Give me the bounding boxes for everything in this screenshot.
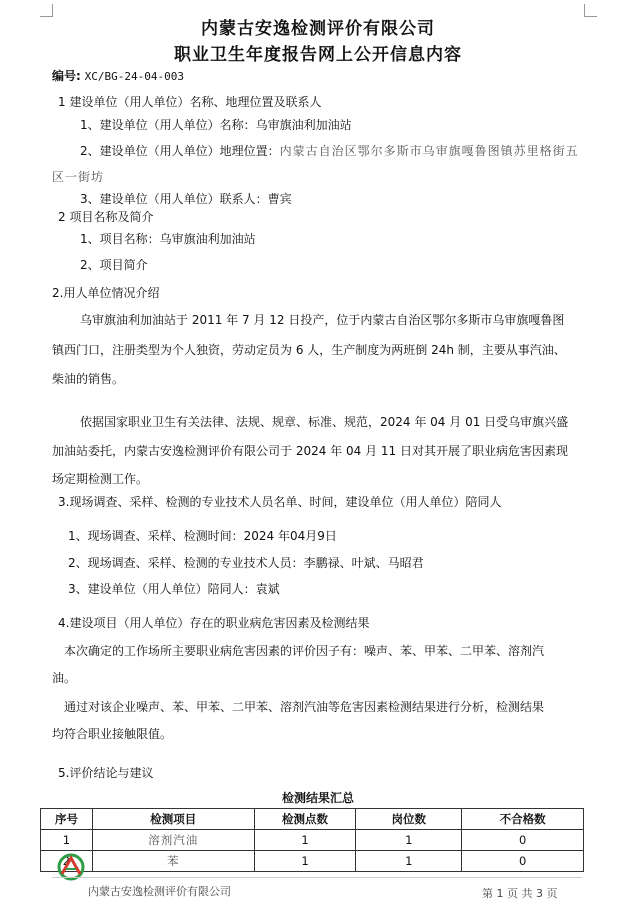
section-2-heading: 2 项目名称及简介: [58, 210, 154, 224]
section-3-heading: 2.用人单位情况介绍: [52, 286, 160, 300]
location-label: 2、建设单位（用人单位）地理位置：: [80, 144, 280, 158]
cell-failures: 0: [462, 830, 584, 851]
cell-posts: 1: [356, 851, 462, 872]
cell-index: 1: [41, 830, 93, 851]
intro-para-1-line-2: 镇西门口，注册类型为个人独资，劳动定员为 6 人，生产制度为两班倒 24h 制，主要从事汽油、: [52, 343, 566, 357]
intro-para-2-line-1: 依据国家职业卫生有关法律、法规、规章、标准、规范，2024 年 04 月 01 日受乌审旗兴盛: [80, 415, 569, 429]
col-header-failures: 不合格数: [462, 809, 584, 830]
col-header-posts: 岗位数: [356, 809, 462, 830]
serial-label: 编号:: [52, 69, 81, 83]
intro-para-2-line-2: 加油站委托，内蒙古安逸检测评价有限公司于 2024 年 04 月 11 日对其开展了职业病危害因素现: [52, 444, 568, 458]
table-row: [41, 830, 584, 851]
factors-para-line-1: 本次确定的工作场所主要职业病危害因素的评价因子有：噪声、苯、甲苯、二甲苯、溶剂汽: [64, 644, 545, 658]
section-1-heading: 1 建设单位（用人单位）名称、地理位置及联系人: [58, 95, 322, 109]
table-title: 检测结果汇总: [281, 791, 354, 805]
factors-para-line-2: 油。: [52, 671, 77, 685]
document-title: 职业卫生年度报告网上公开信息内容: [174, 45, 462, 65]
location-continuation: 区一街坊: [52, 170, 105, 184]
cell-index: 2: [41, 851, 93, 872]
location-value: 内蒙古自治区鄂尔多斯市乌审旗嘎鲁图镇苏里格街五: [279, 144, 579, 158]
survey-staff-line: 2、现场调查、采样、检测的专业技术人员：李鹏禄、叶斌、马昭君: [68, 556, 424, 570]
col-header-points: 检测点数: [254, 809, 356, 830]
cell-item: 苯: [92, 851, 254, 872]
footer-company: 内蒙古安逸检测评价有限公司: [88, 885, 231, 898]
unit-location-line: [80, 142, 579, 159]
intro-para-2-line-3: 场定期检测工作。: [52, 472, 149, 486]
section-5-heading: 4.建设项目（用人单位）存在的职业病危害因素及检测结果: [58, 616, 370, 630]
col-header-index: 序号: [41, 809, 93, 830]
cell-failures: 0: [462, 851, 584, 872]
project-intro-line: 2、项目简介: [80, 258, 148, 272]
unit-contact-line: 3、建设单位（用人单位）联系人：曹宾: [80, 192, 292, 206]
cell-points: 1: [254, 851, 356, 872]
company-title: 内蒙古安逸检测评价有限公司: [201, 19, 435, 39]
cell-posts: 1: [356, 830, 462, 851]
footer-divider: [52, 877, 582, 878]
intro-para-1-line-1: 乌审旗油利加油站于 2011 年 7 月 12 日投产，位于内蒙古自治区鄂尔多斯市乌审旗嘎鲁图: [80, 313, 565, 327]
unit-name-line: 1、建设单位（用人单位）名称：乌审旗油利加油站: [80, 118, 352, 132]
project-name-line: 1、项目名称：乌审旗油利加油站: [80, 232, 256, 246]
intro-para-1-line-3: 柴油的销售。: [52, 372, 125, 386]
escort-line: 3、建设单位（用人单位）陪同人：袁斌: [68, 582, 280, 596]
results-para-line-1: 通过对该企业噪声、苯、甲苯、二甲苯、溶剂汽油等危害因素检测结果进行分析，检测结果: [64, 700, 545, 714]
table-header-row: [41, 809, 584, 830]
col-header-item: 检测项目: [92, 809, 254, 830]
serial-value: XC/BG-24-04-003: [84, 70, 184, 83]
section-4-heading: 3.现场调查、采样、检测的专业技术人员名单、时间，建设单位（用人单位）陪同人: [58, 495, 502, 509]
cell-item: 溶剂汽油: [92, 830, 254, 851]
table-row: [41, 851, 584, 872]
page-indicator: 第 1 页 共 3 页: [482, 887, 558, 900]
results-table: [40, 808, 584, 872]
survey-time-line: 1、现场调查、采样、检测时间：2024 年04月9日: [68, 529, 337, 543]
section-6-heading: 5.评价结论与建议: [58, 766, 154, 780]
serial-number: [52, 67, 184, 84]
cell-points: 1: [254, 830, 356, 851]
results-para-line-2: 均符合职业接触限值。: [52, 727, 173, 741]
